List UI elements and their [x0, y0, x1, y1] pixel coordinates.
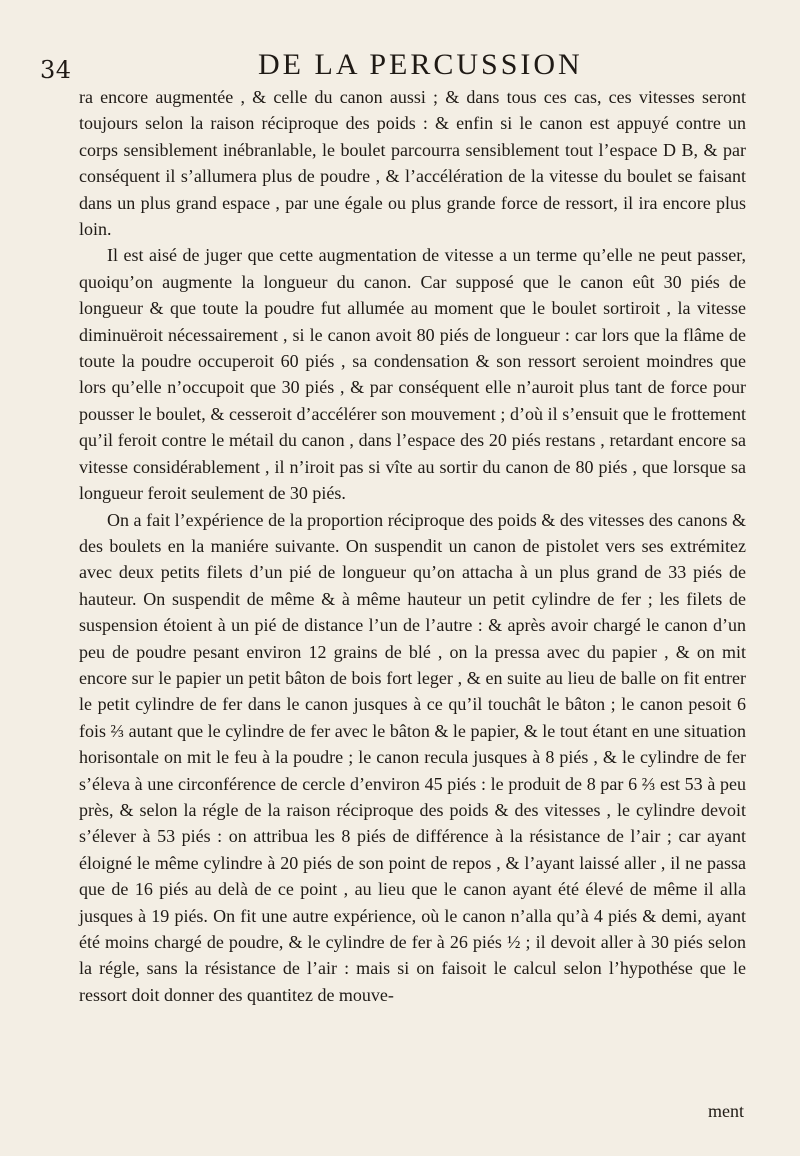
paragraph-2: Il est aisé de juger que cette augmentation de vitesse a un terme qu’elle ne peut passer, quoiqu’on augmente la longueur du canon. Car supposé que le canon eût 30 piés de longueur & que toute la poudre fut allumée au moment que le boulet sortiroit , la vitesse diminuëroit nécessairement , si le canon avoit 80 piés de longueur : car lors que la flâme de toute la poudre occuperoit 60 piés , sa condensation & son ressort seroient moindres que lors qu’elle n’occupoit que 30 piés , & par conséquent elle n’auroit plus tant de force pour pousser le boulet, & cesseroit d’accélérer son mouvement ; d’où il s’ensuit que le frottement qu’il feroit contre le métail du canon , dans l’espace des 20 piés restans , retardant encore sa vitesse considérablement , il n’iroit pas si vîte au sortir du canon de 80 piés , que lorsque sa longueur feroit seulement de 30 piés.	[79, 245, 746, 504]
catchword: ment	[708, 1101, 744, 1121]
body-text	[79, 84, 746, 1008]
running-head: DE LA PERCUSSION	[258, 48, 583, 81]
page-header	[0, 48, 800, 88]
paragraph-1: ra encore augmentée , & celle du canon aussi ; & dans tous ces cas, ces vitesses seront toujours selon la raison réciproque des poids : & enfin si le canon est appuyé contre un corps sensiblement inébranlable, le boulet parcourra sensiblement tout l’espace D B, & par conséquent il s’allumera plus de poudre , & l’accélération de la vitesse du boulet se faisant dans un plus grand espace , par une égale ou plus grande force de ressort, il ira encore plus loin.	[79, 87, 746, 240]
page-number: 34	[40, 56, 72, 84]
paragraph-3: On a fait l’expérience de la proportion réciproque des poids & des vitesses des canons & des boulets en la maniére suivante. On suspendit un canon de pistolet vers ses extrémitez avec deux petits filets d’un pié de longueur qu’on attacha à un plus grand de 33 piés de hauteur. On suspendit de même & à même hauteur un petit cylindre de fer ; les filets de suspension étoient à un pié de distance l’un de l’autre : & après avoir chargé le canon d’un peu de poudre pesant environ 12 grains de blé , on la pressa avec du papier , & on mit encore sur le papier un petit bâton de bois fort leger , & en suite au lieu de balle on fit entrer le petit cylindre de fer dans le canon jusques à ce qu’il touchât le bâton ; le canon pesoit 6 fois ⅔ autant que le cylindre de fer avec le bâton & le papier, & le tout étant en une situation horisontale on mit le feu à la poudre ; le canon recula jusques à 8 piés , & le cylindre de fer s’éleva à une circonférence de cercle d’environ 45 piés : le produit de 8 par 6 ⅔ est 53 à peu près, & selon la régle de la raison réciproque des poids & des vitesses , le cylindre devoit s’élever à 53 piés : on attribua les 8 piés de différence à la résistance de l’air ; car ayant éloigné le même cylindre à 20 piés de son point de repos , & l’ayant laissé aller , il ne passa que de 16 piés au delà de ce point , au lieu que le canon ayant été élevé de même il alla jusques à 19 piés. On fit une autre expérience, où le canon n’alla qu’à 4 piés & demi, ayant été moins chargé de poudre, & le cylindre de fer à 26 piés ½ ; il devoit aller à 30 piés selon la régle, sans la résistance de l’air : mais si on faisoit le calcul selon l’hypothése que le ressort doit donner des quantitez de mouve-	[79, 509, 746, 1005]
